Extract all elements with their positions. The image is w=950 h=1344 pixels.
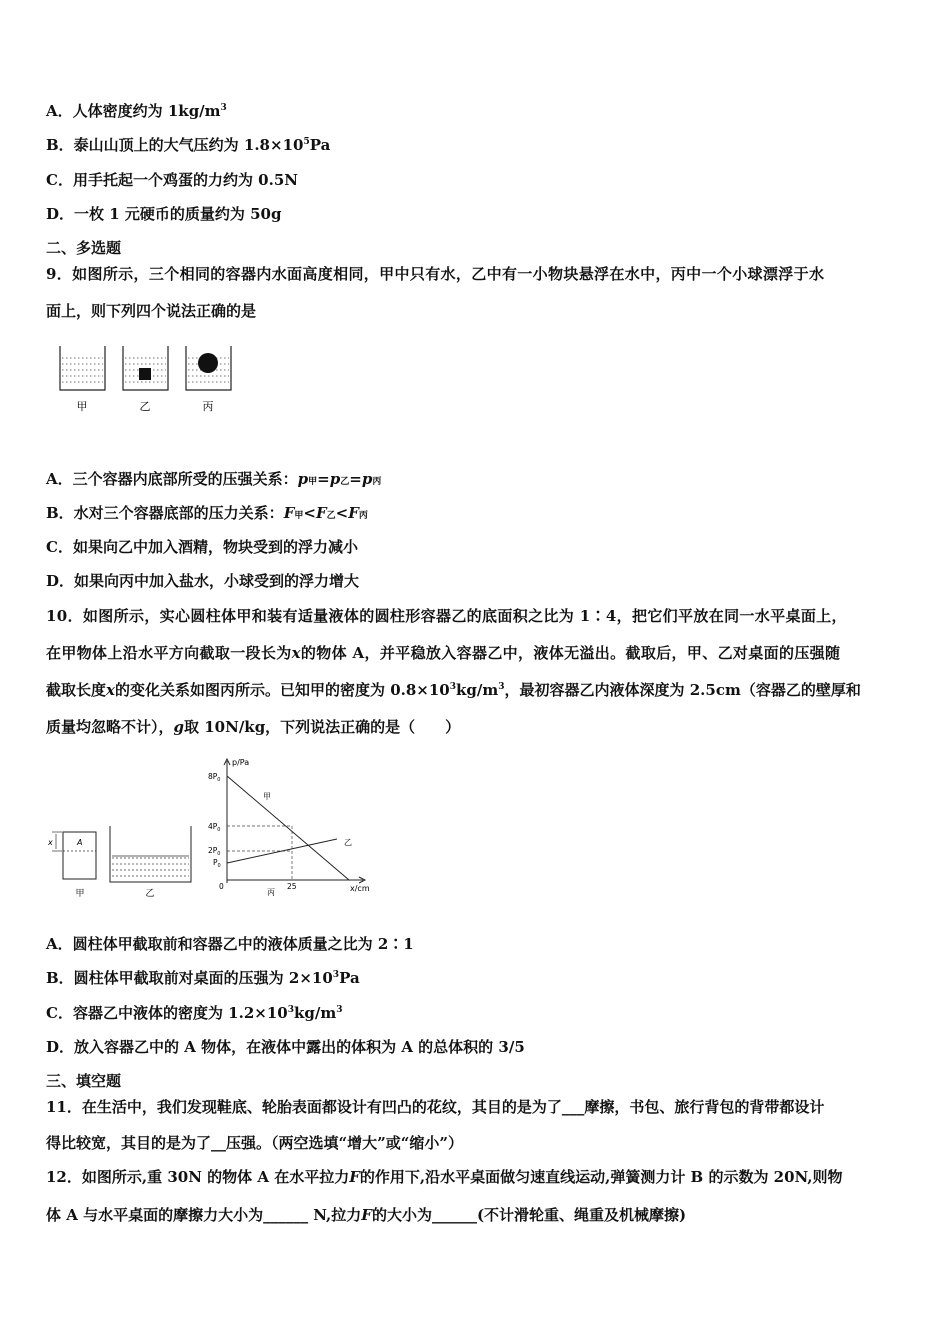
- section-heading-fill-in: 三、填空题: [46, 1072, 122, 1090]
- tick-25: 25: [287, 882, 297, 891]
- label-bing: 丙: [202, 400, 214, 413]
- tick-8p0: $8P_0$: [208, 772, 221, 783]
- q10-stem-line4: 质量均忽略不计），g取 10N/kg，下列说法正确的是（ ）: [46, 718, 461, 736]
- label-yi: 乙: [139, 400, 151, 413]
- q8-option-c: C．用手托起一个鸡蛋的力约为 0.5N: [46, 171, 298, 189]
- tick-2p0: $2P_0$: [208, 846, 221, 857]
- q12-stem-line2: 体 A 与水平桌面的摩擦力大小为______ N,拉力F的大小为______(不计滑轮重、绳重及机械摩擦): [46, 1206, 687, 1224]
- line-jia-label: 甲: [263, 792, 271, 801]
- line-jia: [227, 776, 349, 880]
- piece-a-label: A: [77, 838, 83, 847]
- q10-option-d: D．放入容器乙中的 A 物体，在液体中露出的体积为 A 的总体积的 3/5: [46, 1038, 525, 1056]
- origin-label: 0: [219, 882, 224, 891]
- q9-option-d: D．如果向丙中加入盐水，小球受到的浮力增大: [46, 572, 360, 590]
- q10-stem-line1: 10．如图所示，实心圆柱体甲和装有适量液体的圆柱形容器乙的底面积之比为 1∶4，把它们平放在同一水平桌面上，: [46, 607, 847, 625]
- q11-stem-line1: 11．在生活中，我们发现鞋底、轮胎表面都设计有凹凸的花纹，其目的是为了___摩擦，书包、旅行背包的背带都设计: [46, 1098, 825, 1116]
- q10-figure-objects: [40, 826, 200, 898]
- q8-option-a: A．人体密度约为 $1kg/m^3$: [46, 102, 227, 120]
- q9-option-c: C．如果向乙中加入酒精，物块受到的浮力减小: [46, 538, 358, 556]
- label-jia: 甲: [75, 889, 85, 898]
- section-heading-multiple-choice: 二、多选题: [46, 239, 122, 257]
- x-axis-label: x/cm: [350, 884, 370, 893]
- q9-stem-line2: 面上，则下列四个说法正确的是: [46, 302, 257, 320]
- q9-option-b: B．水对三个容器底部的压力关系：F甲<F乙<F丙: [46, 504, 368, 522]
- q8-option-b: B．泰山山顶上的大气压约为 $1.8\times 10^5Pa$: [46, 136, 331, 154]
- q10-stem-line2: 在甲物体上沿水平方向截取一段长为x的物体 A，并平稳放入容器乙中，液体无溢出。截取后，甲、乙对桌面的压强随: [46, 644, 841, 662]
- q10-option-b: B．圆柱体甲截取前对桌面的压强为 $2\times 10^3Pa$: [46, 969, 360, 987]
- dimension-x: x: [48, 838, 53, 847]
- floating-ball: [198, 353, 218, 373]
- q10-stem-line3: 截取长度x的变化关系如图丙所示。已知甲的密度为 $0.8\times 10^3kg/m^3$，最初容器乙内液体深度为 2.5cm（容器乙的壁厚和: [46, 681, 861, 699]
- q9-stem-line1: 9．如图所示，三个相同的容器内水面高度相同，甲中只有水，乙中有一小物块悬浮在水中，丙中一个小球漂浮于水: [46, 265, 825, 283]
- q9-option-a: A．三个容器内底部所受的压强关系：p甲=p乙=p丙: [46, 470, 382, 488]
- q9-figure-containers: [55, 344, 245, 419]
- q10-option-a: A．圆柱体甲截取前和容器乙中的液体质量之比为 2∶1: [46, 935, 414, 953]
- line-yi-label: 乙: [344, 838, 352, 847]
- label-bing: 丙: [267, 888, 275, 897]
- q8-option-d: D．一枚 1 元硬币的质量约为 50g: [46, 205, 282, 223]
- q10-graph: [205, 755, 375, 897]
- q12-stem-line1: 12．如图所示,重 30N 的物体 A 在水平拉力F的作用下,沿水平桌面做匀速直线运动,弹簧测力计 B 的示数为 20N,则物: [46, 1168, 843, 1186]
- q11-stem-line2: 得比较宽，其目的是为了__压强。（两空选填“增大”或“缩小”）: [46, 1134, 464, 1152]
- suspended-block: [139, 368, 151, 380]
- tick-p0: $P_0$: [213, 858, 221, 869]
- label-jia: 甲: [76, 400, 88, 413]
- q10-option-c: C．容器乙中液体的密度为 $1.2\times 10^3kg/m^3$: [46, 1004, 343, 1022]
- label-yi: 乙: [145, 889, 155, 898]
- tick-4p0: $4P_0$: [208, 822, 221, 833]
- y-axis-label: p/Pa: [232, 758, 250, 767]
